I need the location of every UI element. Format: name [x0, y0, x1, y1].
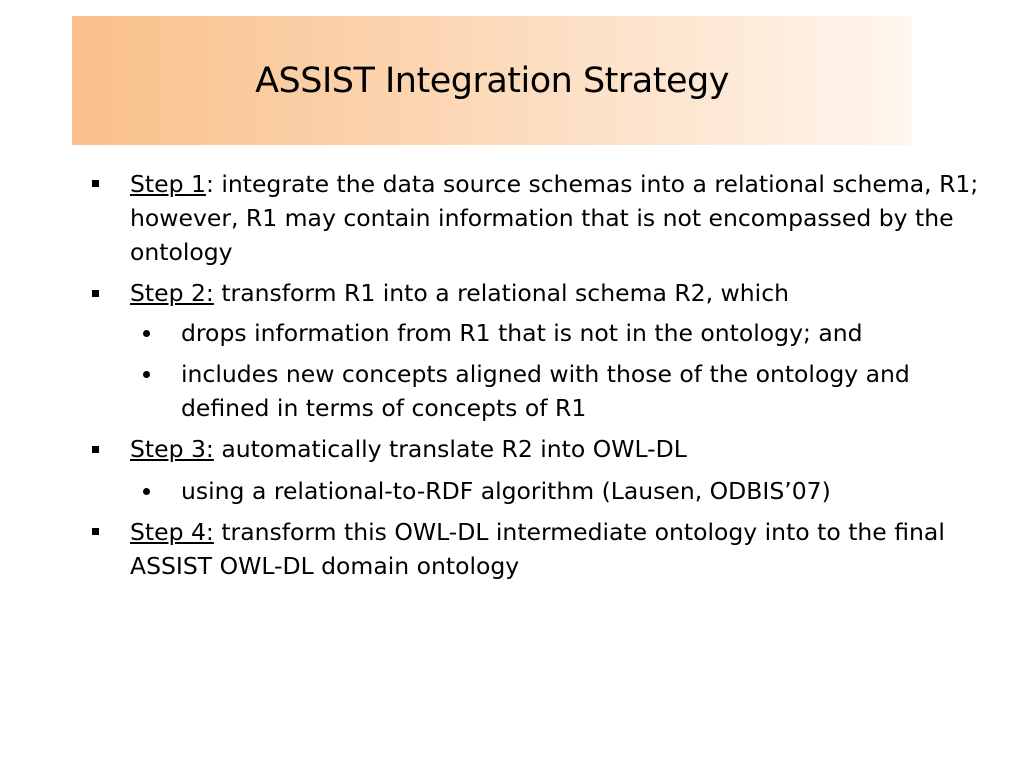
- step-label: Step 4:: [130, 518, 214, 546]
- list-item-step-3: [130, 432, 1010, 466]
- step-text: transform this OWL-DL intermediate ontology into to the final ASSIST OWL-DL domain ontology: [130, 518, 945, 580]
- step-suffix: :: [205, 170, 214, 198]
- step-text: transform R1 into a relational schema R2, which: [213, 279, 790, 307]
- dot-bullet-icon: [143, 488, 150, 495]
- sub-item: drops information from R1 that is not in the ontology; and: [181, 319, 863, 347]
- list-item-step-4: [130, 515, 1010, 583]
- sub-item: using a relational-to-RDF algorithm (Lausen, ODBIS’07): [181, 477, 831, 505]
- step-label: Step 3:: [130, 435, 214, 463]
- list-item-step-2: [130, 276, 1010, 310]
- list-item-step-1: [130, 167, 1010, 269]
- square-bullet-icon: [92, 290, 99, 297]
- step-text: integrate the data source schemas into a relational schema, R1; however, R1 may contain information that is not encompassed by the ontology: [130, 170, 979, 266]
- dot-bullet-icon: [143, 371, 150, 378]
- square-bullet-icon: [92, 446, 99, 453]
- slide-title: ASSIST Integration Strategy: [255, 60, 729, 101]
- step-text: automatically translate R2 into OWL-DL: [213, 435, 687, 463]
- sub-item: includes new concepts aligned with those of the ontology and defined in terms of concepts of R1: [181, 360, 910, 422]
- square-bullet-icon: [92, 180, 99, 187]
- step-label: Step 2:: [130, 279, 214, 307]
- step-label: Step 1: [130, 170, 206, 198]
- square-bullet-icon: [92, 528, 99, 535]
- dot-bullet-icon: [143, 330, 150, 337]
